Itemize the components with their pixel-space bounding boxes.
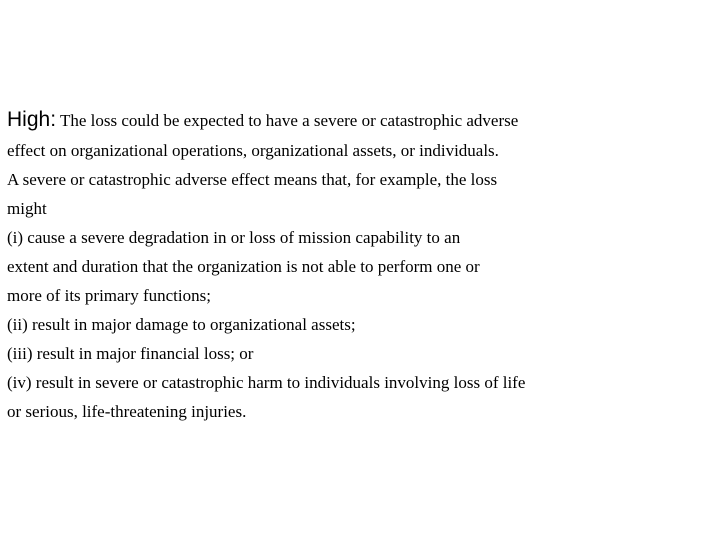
text-line-11: or serious, life-threatening injuries.: [7, 402, 247, 421]
impact-level-heading: High:: [7, 108, 57, 131]
text-line-3: A severe or catastrophic adverse effect means that, for example, the loss: [7, 170, 498, 189]
text-line-9: (iii) result in major financial loss; or: [7, 344, 254, 363]
text-line-6: extent and duration that the organization is not able to perform one or: [7, 257, 480, 276]
text-line-5: (i) cause a severe degradation in or loss of mission capability to an: [7, 228, 461, 247]
text-line-10: (iv) result in severe or catastrophic harm to individuals involving loss of life: [7, 373, 526, 392]
text-line-2: effect on organizational operations, organizational assets, or individuals.: [7, 141, 499, 160]
text-line-8: (ii) result in major damage to organizational assets;: [7, 315, 356, 334]
text-line-7: more of its primary functions;: [7, 286, 211, 305]
text-line-4: might: [7, 199, 47, 218]
text-line-1: The loss could be expected to have a severe or catastrophic adverse: [56, 111, 519, 130]
impact-definition-text: [7, 105, 712, 426]
first-line: [7, 105, 712, 136]
